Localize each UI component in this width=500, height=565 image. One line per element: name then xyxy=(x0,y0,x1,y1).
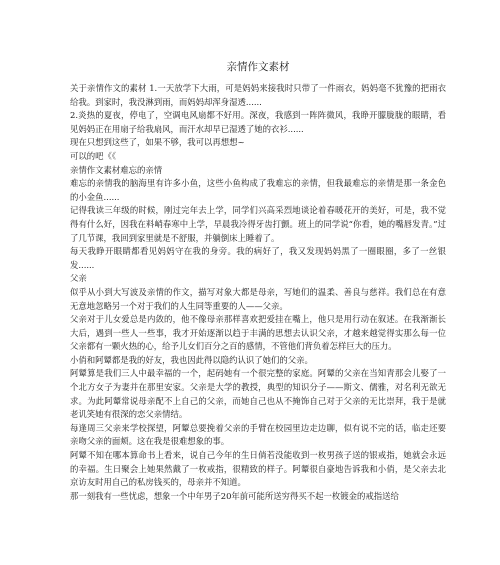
paragraph: 似乎从小到大写波及亲情的作文，描写对象大都是母亲，写她们的温柔、善良与慈祥。我们总在有意无意地忽略另一个对于我们的人生同等重要的人——父亲。 xyxy=(70,286,446,311)
paragraph: 亲情作文素材难忘的亲情 xyxy=(70,164,163,175)
paragraph: 那一刻我有一些忧虑，想象一个中年男子20年前可能所送穷得买不起一枚镀金的戒指送给 xyxy=(70,490,399,501)
paragraph: 关于亲情作文的素材 1.一天放学下大雨，可是妈妈来接我时只带了一件雨衣，妈妈毫不犹豫的把雨衣给我。到家时，我没淋到雨，而妈妈却浑身湿透...... xyxy=(70,83,446,107)
paragraph: 小俏和阿颦都是我的好友，我也因此得以隐约认识了她们的父亲。 xyxy=(70,354,313,365)
paragraph: 2.炎热的夏夜，停电了，空调电风扇都不好用。深夜，我感到一阵阵微风，我睁开朦胧胧的眼睛，看见妈妈正在用扇子给我扇风，而汗水却早已湿透了她的衣衫...... xyxy=(70,110,446,134)
paragraph: 难忘的亲情我的脑海里有许多小鱼，这些小鱼构成了我难忘的亲情，但我最难忘的亲情是那一条金色的小金鱼...... xyxy=(70,178,446,202)
paragraph: 现在只想到这些了，如果不够，我可以再想想~ xyxy=(70,137,245,148)
paragraph: 父亲对于儿女爱总是内敛的，他不像母亲那样喜欢把爱挂在嘴上，他只是用行动在叙述。在我渐渐长大后，遇到一些人一些事，我才开始逐渐以趋于丰满的思想去认识父亲，才越来越觉得实那么每一位父亲都有一颗火热的心，给予儿女们百分之百的感情，不管他们背负着怎样巨大的压力。 xyxy=(70,314,446,352)
paragraph: 阿颦算是我们三人中最幸福的一个，起码她有一个很完整的家庭。阿颦的父亲在当知青那会儿娶了一个北方女子为妻并在那里安家。父亲是大学的教授，典型的知识分子——斯文、儒雅，对名利无欲无求。为此阿颦常说母亲配不上自己的父亲，而她自己也从不掩饰自己对于父亲的无比崇拜，我于是就老讥笑她有很深的恋父亲情结。 xyxy=(70,368,446,420)
paragraph: 阿颦不知在哪本算命书上看来，说自己今年的生日倘若没能收到一枚男孩子送的银戒指，她就会永远的幸福。生日聚会上她果然戴了一枚戒指，很精致的样子。阿颦很自豪地告诉我和小俏，是父亲去北京访友时用自己的私房钱买的，母亲并不知道。 xyxy=(70,450,446,488)
document-title: 亲情作文素材 xyxy=(226,61,290,73)
section-heading: 父亲 xyxy=(70,273,87,284)
paragraph: 可以的吧《《 xyxy=(70,150,117,161)
paragraph: 记得我读三年级的时候，刚过完年去上学，同学们兴高采烈地谈论着春暖花开的美好，可是，我不觉得有什么好，因我在料峭春寒中上学，早晨我冷得牙齿打颤。班上的同学说“你看，她的嘴唇发青。”过了几节课，我回到家里就是不舒服，并躺倒床上睡着了。 xyxy=(70,205,446,243)
paragraph: 每逢周三父亲来学校探望，阿颦总要挽着父亲的手臂在校园里边走边聊，似有说不完的话，临走还要亲吻父亲的面颊。这在我是很难想象的事。 xyxy=(70,422,446,447)
paragraph: 每天我睁开眼睛都看见妈妈守在我的身旁。我的病好了，我又发现妈妈黑了一圈眼圈，多了一丝银发...... xyxy=(70,246,446,270)
